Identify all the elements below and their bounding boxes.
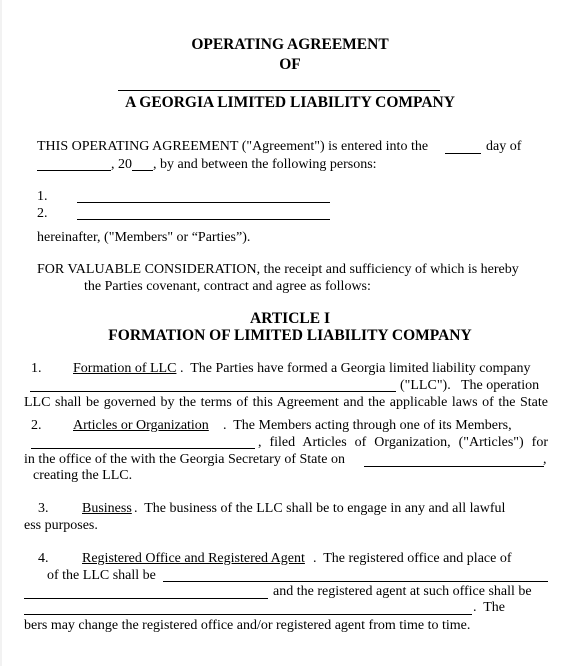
registered-office-blank-1: [163, 581, 548, 582]
section-3-text-2: ess purposes.: [24, 518, 98, 533]
article-subheading: FORMATION OF LIMITED LIABILITY COMPANY: [108, 327, 472, 344]
section-4-title: Registered Office and Registered Agent: [82, 551, 305, 566]
section-2-text-2: , filed Articles of Organization, ("Articles") for: [258, 435, 548, 450]
section-1-text-3: LLC shall be governed by the terms of this Agreement and the applicable laws of the State: [24, 395, 548, 410]
document-title: OPERATING AGREEMENT: [191, 36, 389, 53]
article-heading: ARTICLE I: [250, 310, 330, 327]
document-title-of: OF: [279, 56, 301, 73]
section-3-number: 3.: [38, 501, 49, 516]
intro-line-1: THIS OPERATING AGREEMENT ("Agreement") is entered into the: [37, 139, 429, 154]
filing-member-blank: [31, 448, 255, 449]
member-1-number: 1.: [37, 189, 48, 204]
company-name-blank: [118, 90, 440, 91]
intro-line-2: , by and between the following persons:: [153, 157, 377, 172]
section-4-number: 4.: [38, 551, 49, 566]
section-2-text-3-end: ,: [543, 452, 547, 467]
year-blank: [132, 170, 153, 171]
section-1-number: 1.: [31, 361, 42, 376]
section-2-title: Articles or Organization: [73, 418, 209, 433]
registered-office-blank-2: [24, 598, 268, 599]
section-4-text-4: . The: [473, 600, 506, 615]
day-blank: [445, 153, 481, 154]
section-3-title: Business: [82, 501, 132, 516]
registered-agent-blank: [24, 614, 472, 615]
section-4-text-1: . The registered office and place of: [313, 551, 512, 566]
section-1-text-2: ("LLC"). The operation: [400, 378, 540, 393]
member-2-blank: [77, 219, 330, 220]
section-2-text-3: in the office of the with the Georgia Secretary of State on: [24, 452, 345, 467]
section-2-number: 2.: [31, 418, 42, 433]
consideration-line-2: the Parties covenant, contract and agree as follows:: [84, 279, 371, 294]
section-1-text-1: . The Parties have formed a Georgia limited liability company: [180, 361, 531, 376]
filing-date-blank: [364, 466, 544, 467]
intro-year-prefix: , 20: [111, 157, 132, 172]
section-3-text-1: . The business of the LLC shall be to engage in any and all lawful: [134, 501, 506, 516]
section-4-text-2: of the LLC shall be: [47, 568, 156, 583]
section-2-text-1: . The Members acting through one of its Members,: [223, 418, 512, 433]
section-4-text-5: bers may change the registered office and/or registered agent from time to time.: [24, 618, 471, 633]
llc-name-blank: [30, 391, 396, 392]
member-2-number: 2.: [37, 206, 48, 221]
section-2-text-4: creating the LLC.: [33, 468, 133, 483]
section-4-text-3: and the registered agent at such office shall be: [273, 584, 532, 599]
intro-day-of: day of: [486, 139, 522, 154]
consideration-line-1: FOR VALUABLE CONSIDERATION, the receipt and sufficiency of which is hereby: [37, 262, 519, 277]
month-blank: [37, 170, 111, 171]
hereinafter-text: hereinafter, ("Members" or “Parties”).: [37, 230, 251, 245]
section-1-title: Formation of LLC: [73, 361, 177, 376]
document-subtitle: A GEORGIA LIMITED LIABILITY COMPANY: [125, 94, 455, 111]
member-1-blank: [77, 202, 330, 203]
